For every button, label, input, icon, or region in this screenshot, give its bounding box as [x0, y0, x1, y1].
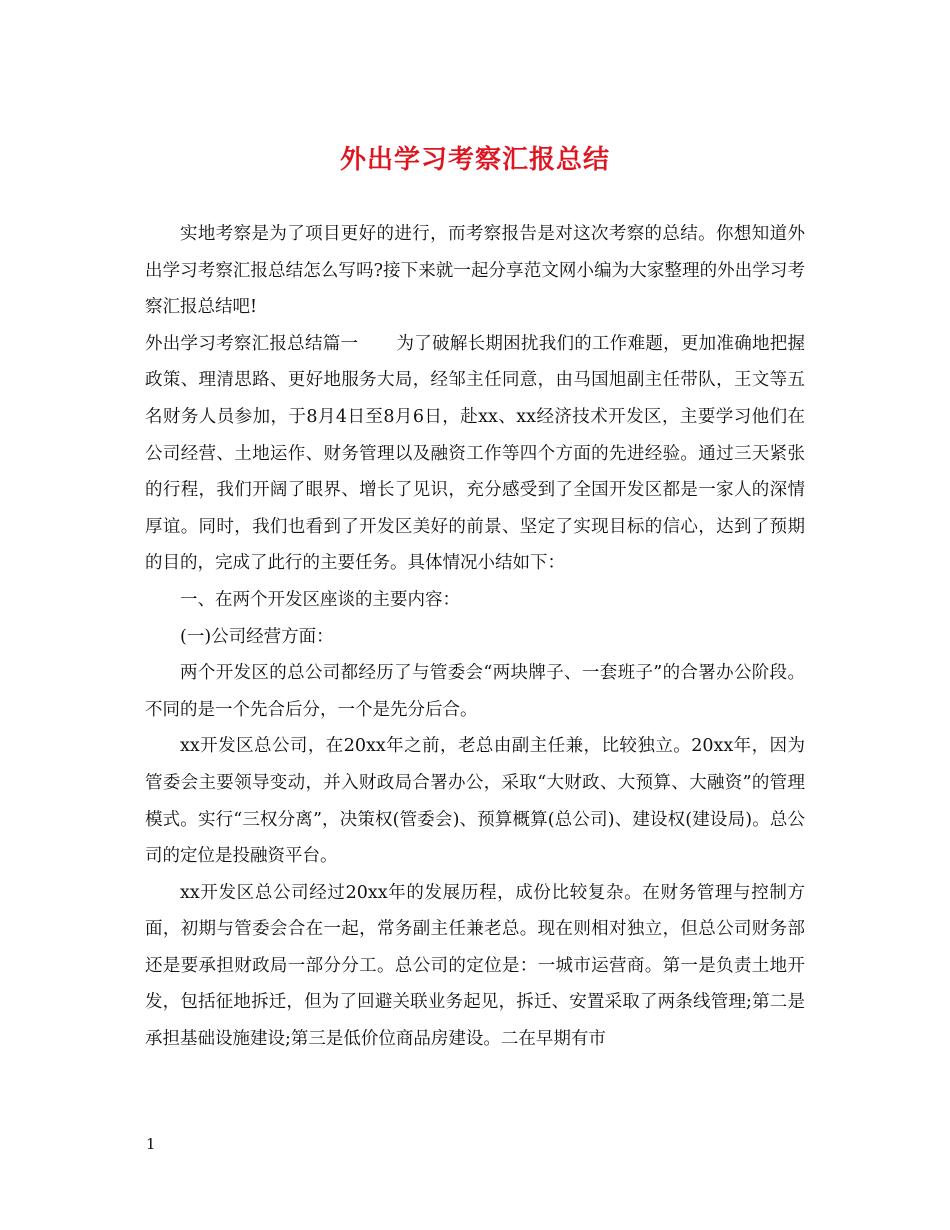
intro-paragraph: 实地考察是为了项目更好的进行，而考察报告是对这次考察的总结。你想知道外出学习考察汇报总结怎么写吗?接下来就一起分享范文网小编为大家整理的外出学习考察汇报总结吧!: [145, 224, 805, 318]
heading-level-2: (一)公司经营方面：: [180, 626, 334, 647]
heading-level-1: 一、在两个开发区座谈的主要内容：: [180, 589, 460, 610]
body-paragraph-1: 两个开发区的总公司都经历了与管委会“两块牌子、一套班子”的合署办公阶段。不同的是一个先合后分，一个是先分后合。: [145, 663, 805, 720]
section-paragraph: [145, 326, 805, 582]
page-number: 1: [146, 1135, 156, 1153]
section-label: 外出学习考察汇报总结篇一: [145, 333, 359, 354]
document-title: 外出学习考察汇报总结: [339, 145, 610, 175]
section-text: 为了破解长期困扰我们的工作难题，更加准确地把握政策、理清思路、更好地服务大局，经邹主任同意，由马国旭副主任带队，王文等五名财务人员参加，于8月4日至8月6日，赴xx、xx经济技术开发区，主要学习他们在公司经营、土地运作、财务管理以及融资工作等四个方面的先进经验。通过三天紧张的行程，我们开阔了眼界、增长了见识，充分感受到了全国开发区都是一家人的深情厚谊。同时，我们也看到了开发区美好的前景、坚定了实现目标的信心，达到了预期的目的，完成了此行的主要任务。具体情况小结如下：: [145, 333, 806, 574]
body-paragraph-2: xx开发区总公司，在20xx年之前，老总由副主任兼，比较独立。20xx年，因为管委会主要领导变动，并入财政局合署办公，采取“大财政、大预算、大融资”的管理模式。实行“三权分离”，决策权(管委会)、预算概算(总公司)、建设权(建设局)。总公司的定位是投融资平台。: [145, 736, 805, 867]
body-paragraph-3: xx开发区总公司经过20xx年的发展历程，成份比较复杂。在财务管理与控制方面，初期与管委会合在一起，常务副主任兼老总。现在则相对独立，但总公司财务部还是要承担财政局一部分分工。总公司的定位是：一城市运营商。第一是负责土地开发，包括征地拆迁，但为了回避关联业务起见，拆迁、安置采取了两条线管理;第二是承担基础设施建设;第三是低价位商品房建设。二在早期有市: [145, 882, 805, 1050]
document-body: [145, 216, 805, 1058]
